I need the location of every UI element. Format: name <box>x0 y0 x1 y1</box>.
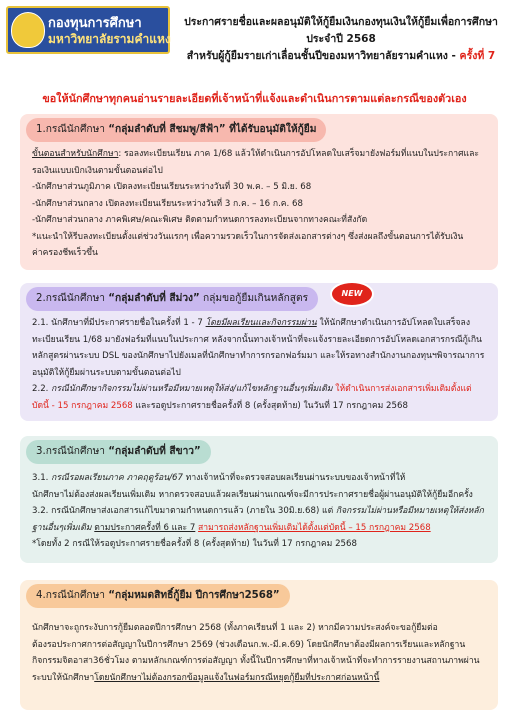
case3-title-group: “กลุ่มลำดับที่ สีขาว” <box>108 446 201 457</box>
case3-body <box>32 470 488 553</box>
announcement-title <box>178 14 504 65</box>
case2-line1 <box>32 315 488 332</box>
case4-line4 <box>32 670 488 687</box>
case2-line4: อนุมัติให้กู้ยืมผ่านระบบตามขั้นตอนต่อไป <box>32 367 181 378</box>
case4-line4-a: ระบบให้นักศึกษา <box>32 672 95 683</box>
case4-title <box>26 584 290 608</box>
case3-line4 <box>32 520 488 537</box>
case2-line5-b: กรณีนักศึกษากิจกรรมไม่ผ่านหรือมีหมายเหตุให้ส่ง/แก้ไขหลักฐานอื่นๆเพิ่มเติม <box>51 384 333 394</box>
case1-line6: *แนะนำให้รีบลงทะเบียนตั้งแต่ช่วงวันแรกๆ เพื่อความรวดเร็วในการจัดส่งเอกสารต่างๆ ซึ่งส่งผลถึงขั้นตอนการได้รับเงิน <box>32 231 464 242</box>
logo-text-line1: กองทุนการศึกษา <box>48 16 142 31</box>
case2-line3: หลักสูตรผ่านระบบ DSL ของนักศึกษาไปยังเมลที่นักศึกษาทำการกรอกฟอร์มมา และให้รอทางสำนักงานกองทุนฯพิจารณาการ <box>32 351 485 361</box>
case2-line6-b: และรอดูประกาศรายชื่อครั้งที่ 8 (ครั้งสุดท้าย) ในวันที่ 17 กรกฎาคม 2568 <box>132 400 408 411</box>
case3-line3-a: 3.2. กรณีนักศึกษาส่งเอกสารแก้ไขมาตามกำหนดการแล้ว (ภายใน 30มิ.ย.68) แต่ <box>32 506 336 516</box>
case2-line5 <box>32 381 488 398</box>
case3-line1 <box>32 470 488 487</box>
case1-line3: -นักศึกษาส่วนภูมิภาค เปิดลงทะเบียนเรียนระหว่างวันที่ 30 พ.ค. – 5 มิ.ย. 68 <box>32 182 312 192</box>
case3-card <box>20 436 498 563</box>
case3-line5: *โดยทั้ง 2 กรณีให้รอดูประกาศรายชื่อครั้งที่ 8 (ครั้งสุดท้าย) ในวันที่ 17 กรกฎาคม 2568 <box>32 539 357 549</box>
case2-title-prefix: 2.กรณีนักศึกษา <box>36 293 109 304</box>
case3-line2: นักศึกษาไม่ต้องส่งผลเรียนเพิ่มเติม หากตรวจสอบแล้วผลเรียนผ่านเกณฑ์จะมีการประกาศรายชื่อผู้ผ่านอนุมัติให้กู้ยืมอีกครั้ง <box>32 489 473 500</box>
case3-line3 <box>32 503 488 520</box>
title-line2: ประจำปี 2568 <box>306 33 376 45</box>
case1-line2: รอเงินแบบเบิกเงินตามขั้นตอนต่อไป <box>32 165 163 176</box>
case4-line2: ต้องรอประกาศการต่อสัญญาในปีการศึกษา 2569 (ช่วงเดือนก.พ.-มี.ค.69) โดยนักศึกษาต้องมีผลการเรียนและหลักฐาน <box>32 639 466 650</box>
case1-card <box>20 114 498 270</box>
case3-line1-b: กรณีรอผลเรียนภาค ภาคฤดูร้อน/67 <box>51 473 183 483</box>
case1-title <box>26 118 326 142</box>
case4-title-group: “กลุ่มหมดสิทธิ์กู้ยืม ปีการศึกษา2568” <box>108 590 280 601</box>
case2-line1-b: โดยมีผลเรียนและกิจกรรมผ่าน <box>205 318 317 328</box>
case2-deadline: บัดนี้ - 15 กรกฎาคม 2568 <box>32 400 133 411</box>
case1-line1 <box>32 146 488 163</box>
title-line1: ประกาศรายชื่อและผลอนุมัติให้กู้ยืมเงินกองทุนเงินให้กู้ยืมเพื่อการศึกษา <box>184 16 498 28</box>
case3-deadline: สามารถส่งหลักฐานเพิ่มเติมได้ตั้งแต่บัดนี้ – 15 กรกฎาคม 2568 <box>198 522 431 533</box>
case3-line1-c: ทางเจ้าหน้าที่จะตรวจสอบผลเรียนผ่านระบบของเจ้าหน้าที่ให้ <box>182 473 406 483</box>
instruction-subhead: ขอให้นักศึกษาทุกคนอ่านรายละเอียดที่เจ้าหน้าที่แจ้งและดำเนินการตามแต่ละกรณีของตัวเอง <box>42 92 467 105</box>
title-line3 <box>178 48 504 65</box>
case4-title-prefix: 4.กรณีนักศึกษา <box>36 590 109 601</box>
case1-line7: ค่าครองชีพเร็วขึ้น <box>32 248 98 258</box>
case4-card <box>20 580 498 710</box>
fund-logo <box>6 6 170 54</box>
case3-title <box>26 440 211 464</box>
title-line3-text: สำหรับผู้กู้ยืมรายเก่าเลื่อนชั้นปีของมหาวิทยาลัยรามคำแหง - <box>186 50 460 62</box>
case4-line1: นักศึกษาจะถูกระงับการกู้ยืมตลอดปีการศึกษา 2568 (ทั้งภาคเรียนที่ 1 และ 2) หากมีความประสงค์จะขอกู้ยืมต่อ <box>32 623 438 633</box>
new-badge: NEW <box>330 281 374 307</box>
header <box>0 0 509 80</box>
case3-line1-a: 3.1. <box>32 473 52 483</box>
case2-card <box>20 283 498 421</box>
case1-body <box>32 146 488 262</box>
case1-title-prefix: 1.กรณีนักศึกษา <box>36 124 109 135</box>
case3-line3-b: กิจกรรมไม่ผ่านหรือมีหมายเหตุให้ส่งหลัก <box>335 506 484 516</box>
case4-body <box>32 620 488 686</box>
case2-line1-c: ให้นักศึกษาดำเนินการอัปโหลดใบเสร็จลง <box>316 318 471 328</box>
case2-line6 <box>32 398 488 415</box>
case1-line4: -นักศึกษาส่วนกลาง เปิดลงทะเบียนเรียนระหว่างวันที่ 3 ก.ค. – 16 ก.ค. 68 <box>32 198 303 209</box>
case2-title <box>26 287 318 311</box>
case4-line3: กิจกรรมจิตอาสา36ชั่วโมง ตามหลักเกณฑ์การต่อสัญญา ทั้งนี้ในปีการศึกษาที่ทางเจ้าหน้าที่จะทำการรายงานสถานภาพผ่าน <box>32 656 480 666</box>
case2-title-suffix: กลุ่มขอกู้ยืมเกินหลักสูตร <box>199 293 309 304</box>
case2-title-group: “กลุ่มลำดับที่ สีม่วง” <box>108 293 200 304</box>
case4-line4-b: โดยนักศึกษาไม่ต้องกรอกข้อมูลแจ้งในฟอร์มกรณีหยุดกู้ยืมที่ประกาศก่อนหน้านี้ <box>94 672 380 683</box>
university-seal-icon <box>11 12 45 48</box>
case2-line5-a: 2.2. <box>32 384 52 394</box>
case2-body <box>32 315 488 414</box>
case3-line4-a: ฐานอื่นๆเพิ่มเติม <box>32 522 92 533</box>
case1-step-label: ขั้นตอนสำหรับนักศึกษา <box>32 149 119 159</box>
case2-line2: ทะเบียนเรียน 1/68 มายังฟอร์มที่แนบในประกาศ หลังจากนั้นทางเจ้าหน้าที่จะแจ้งรายละเอียดการอัปโหลดเอกสารกรณีกู้เกิน <box>32 334 482 345</box>
case3-line4-c: ตามประกาศครั้งที่ 6 และ 7 <box>94 522 196 533</box>
case1-line5: -นักศึกษาส่วนกลาง ภาคพิเศษ/คณะพิเศษ ติดตามกำหนดการลงทะเบียนจากทางคณะที่สังกัด <box>32 215 368 225</box>
case2-line1-a: 2.1. นักศึกษาที่มีประกาศรายชื่อในครั้งที่ 1 - 7 <box>32 318 206 328</box>
case1-title-group: “กลุ่มลำดับที่ สีชมพู/สีฟ้า” ที่ได้รับอนุมัติให้กู้ยืม <box>108 124 317 135</box>
case1-line1-text: : รอลงทะเบียนเรียน ภาค 1/68 แล้วให้ดำเนินการอัปโหลดใบเสร็จมายังฟอร์มที่แนบในประกาศและ <box>118 149 479 159</box>
logo-text-line2: มหาวิทยาลัยรามคำแหง <box>48 32 171 46</box>
round-number: ครั้งที่ 7 <box>459 50 496 62</box>
case3-title-prefix: 3.กรณีนักศึกษา <box>36 446 109 457</box>
case2-line5-c: ให้ดำเนินการส่งเอกสารเพิ่มเติมตั้งแต่ <box>332 384 472 394</box>
